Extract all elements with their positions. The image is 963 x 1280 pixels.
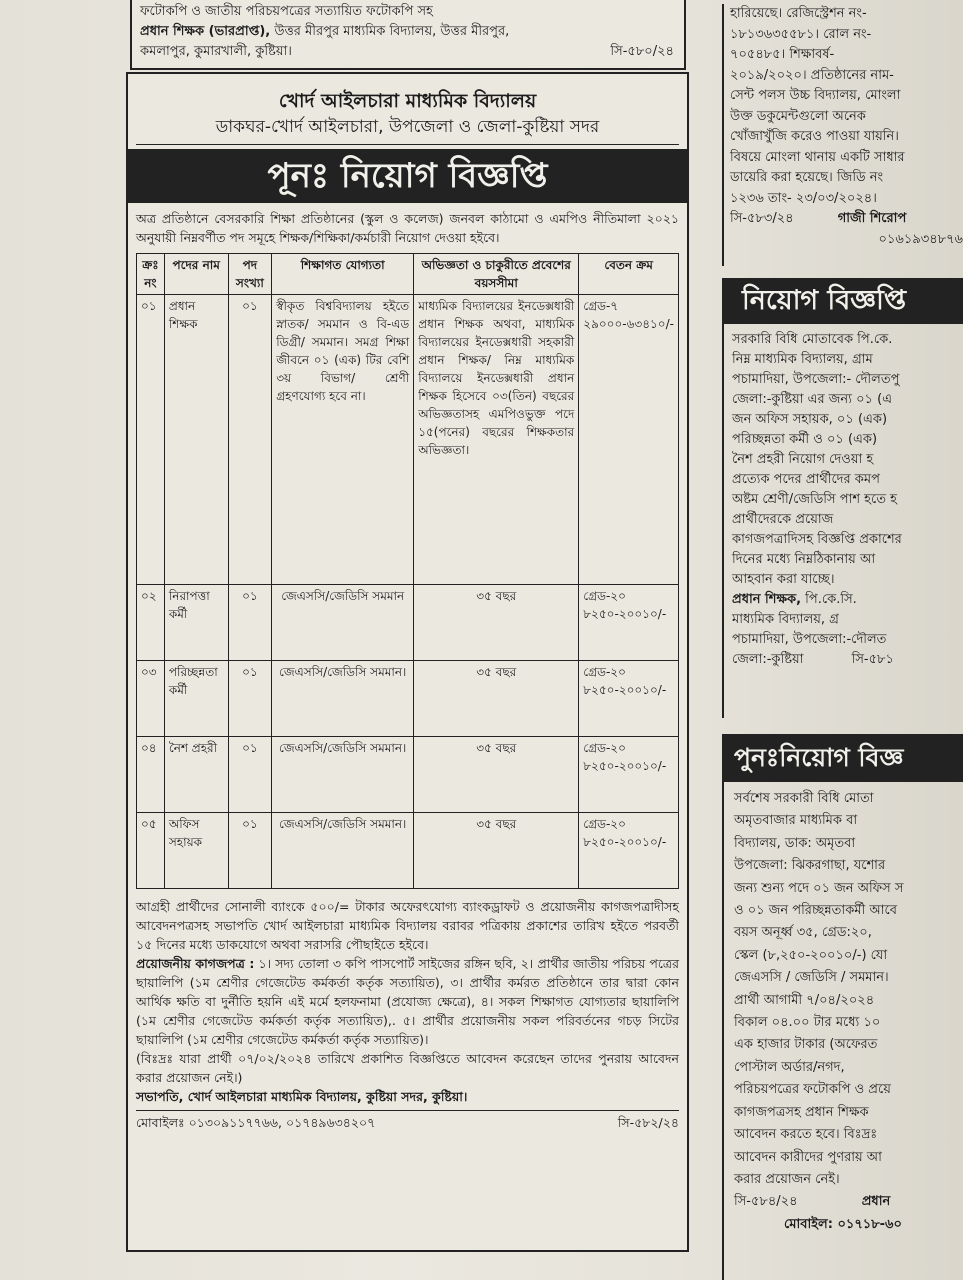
right-bottom-line: স্কেল (৮,২৫০-২০০১০/-) যো: [734, 947, 888, 963]
header-serial: ক্রঃ নং: [137, 254, 165, 295]
cell-qualification: জেএসসি/জেডিসি সমমান।: [272, 813, 414, 889]
right-mid-line: পরিচ্ছন্নতা কর্মী ও ০১ (এক): [732, 432, 878, 447]
right-bottom-line: প্রার্থী আগামী ৭/০৪/২০২৪: [734, 992, 875, 1008]
right-bottom-line: কাগজপত্রসহ প্রধান শিক্ষক: [734, 1104, 869, 1120]
right-mid-body: [724, 330, 963, 670]
posts-table: [136, 253, 679, 889]
right-mid-line: দিনের মধ্যে নিম্নঠিকানায় আ: [732, 552, 876, 567]
ad-mobile: মোবাইলঃ ০১৩০৯১১৭৭৬৬, ০১৭৪৯৬৩৪২০৭: [136, 1115, 376, 1130]
right-top-name: গাজী শিরোপ: [837, 211, 907, 226]
right-bottom-line: বিদ্যালয়, ডাক: অমৃতবা: [734, 835, 856, 851]
right-mid-line: নিম্ন মাধ্যমিক বিদ্যালয়, গ্রাম: [732, 352, 873, 367]
cell-experience: ৩৫ বছর: [414, 737, 579, 813]
right-top-phone: ০১৬১৯৩৪৮৭৬: [878, 231, 963, 247]
right-top-line: ৭০৫৪৮৫। শিক্ষাবর্ষ-: [730, 47, 835, 62]
table-row: [137, 295, 679, 585]
cell-experience: ৩৫ বছর: [414, 661, 579, 737]
cell-grade: গ্রেড-৭ ২৯০০০-৬৩৪১০/-: [579, 295, 679, 585]
cell-count: ০১: [228, 585, 272, 661]
documents-label: প্রয়োজনীয় কাগজপত্র :: [136, 956, 255, 971]
cell-post: নিরাপত্তা কর্মী: [164, 585, 228, 661]
cell-grade: গ্রেড-২০ ৮২৫০-২০০১০/-: [579, 661, 679, 737]
cell-serial: ০৫: [137, 813, 165, 889]
documents-text: ১। সদ্য তোলা ৩ কপি পাসপোর্ট সাইজের রঙ্গিন ছবি, ২। প্রার্থীর জাতীয় পরিচয় পত্রের ছায়ালিপি (১ম শ্রেণীর গেজেটেড কর্মকর্তা কর্তৃক সত্যায়িত), ৩। প্রার্থীর কর্মরত প্রতিষ্ঠানে তার দ্বারা কোন আর্থিক ক্ষতি বা দুর্নীতি হয়নি এই মর্মে হলফনামা (প্রযোজ্য ক্ষেত্রে), ৪। সকল শিক্ষাগত যোগ্যতার ছায়ালিপি (১ম শ্রেণীর গেজেটেড কর্মকর্তা কর্তৃক সত্যায়িত),. ৫। প্রার্থীর প্রয়োজনীয় সকল পরিবর্তনের গচড় সিটের ছায়ালিপি (১ম শ্রেণীর গেজেটেড কর্মকর্তা কর্তৃক সত্যায়িত)।: [136, 956, 679, 1047]
right-mid-title: নিয়োগ বিজ্ঞপ্তি: [724, 278, 963, 324]
right-mid-clip: [722, 278, 963, 718]
table-row: [137, 813, 679, 889]
ad-footer: [136, 1110, 679, 1132]
top-left-line1: ফটোকপি ও জাতীয় পরিচয়পত্রের সত্যায়িত ফটোকপি সহ: [140, 4, 433, 19]
header-count: পদ সংখ্যা: [228, 254, 272, 295]
right-bottom-clip: [722, 734, 963, 1280]
right-mid-line: অষ্টম শ্রেণী/জেডিসি পাশ হতে হ: [732, 492, 897, 507]
right-bottom-line: সর্বশেষ সরকারী বিধি মোতা: [734, 791, 874, 806]
right-mid-footer: [732, 650, 963, 670]
top-left-line2-rest: উত্তর মীরপুর মাধ্যমিক বিদ্যালয়, উত্তর মীরপুর,: [274, 24, 510, 39]
table-row: [137, 737, 679, 813]
ad-title: পূনঃ নিয়োগ বিজ্ঞপ্তি: [128, 149, 687, 203]
right-bottom-line: অমৃতবাজার মাধ্যমিক বা: [734, 813, 858, 829]
right-top-line: খোঁজাখুঁজি করেও পাওয়া যায়নি।: [730, 129, 899, 144]
table-row: [137, 661, 679, 737]
cell-post: নৈশ প্রহরী: [164, 737, 228, 813]
right-mid-line: কাগজপত্রাদিসহ বিজ্ঞপ্তি প্রকাশের: [732, 532, 902, 547]
right-mid-line: পচামাদিয়া, উপজেলা:- দৌলতপু: [732, 372, 900, 387]
top-left-line2: [140, 22, 676, 42]
right-bottom-line: এক হাজার টাকার (অফেরত: [734, 1037, 878, 1053]
right-bottom-mobile: মোবাইল: ০১৭১৮-৬০: [784, 1216, 902, 1232]
right-bottom-sign: প্রধান: [861, 1194, 891, 1210]
ad-intro: অত্র প্রতিষ্ঠানে বেসরকারি শিক্ষা প্রতিষ্ঠানের (স্কুল ও কলেজ) জনবল কাঠামো ও এমপিও নীতিমালা ২০২১ অনুযায়ী নিম্নবর্ণীত পদ সমূহে শিক্ষক/শিক্ষিকা/কর্মচারী নিয়োগ দেওয়া হইবে।: [136, 211, 679, 245]
right-mid-line: আহবান করা যাচ্ছে।: [732, 572, 835, 587]
right-top-footer: [730, 209, 963, 230]
right-mid-line: প্রত্যেক পদের প্রার্থীদের কমপ: [732, 472, 880, 487]
right-mid-sign-line: পচামাদিয়া, উপজেলা:-দৌলত: [732, 632, 887, 647]
top-left-clip: [130, 0, 686, 70]
right-mid-sign: [732, 590, 963, 610]
right-bottom-line: বিকাল ০৪.০০ টার মধ্যে ১০: [734, 1015, 881, 1031]
cell-serial: ০৩: [137, 661, 165, 737]
right-bottom-line: বয়স অনূর্ধ্ব ৩৫, গ্রেড:২০,: [734, 925, 872, 941]
right-top-line: ২০১৯/২০২০। প্রতিষ্ঠানের নাম-: [730, 67, 894, 83]
cell-serial: ০২: [137, 585, 165, 661]
right-mid-line: প্রার্থীদেরকে প্রয়োজ: [732, 512, 834, 527]
right-mid-sign-label: প্রধান শিক্ষক,: [732, 592, 802, 607]
cell-experience: ৩৫ বছর: [414, 813, 579, 889]
right-bottom-line: আবেদন করতে হবে। বিঃদ্রঃ: [734, 1127, 878, 1143]
right-bottom-line: করার প্রয়োজন নেই।: [734, 1171, 840, 1187]
cell-qualification: জেএসসি/জেডিসি সমমান: [272, 585, 414, 661]
ad-documents: [136, 954, 679, 1049]
right-bottom-line: পরিচয়পত্রের ফটোকপি ও প্রয়ে: [734, 1082, 891, 1098]
right-mid-line: সরকারি বিধি মোতাবেক পি.কে.: [732, 332, 893, 347]
right-bottom-body: [724, 788, 963, 1236]
right-mid-line: নৈশ প্রহরী নিয়োগ দেওয়া হ: [732, 452, 874, 467]
ad-note: (বিঃদ্রঃ যারা প্রার্থী ০৭/০২/২০২৪ তারিখে প্রকাশিত বিজ্ঞপ্তিতে আবেদন করেছেন তাদের পুনরায় আবেদন করার প্রয়োজন নেই।): [136, 1051, 679, 1085]
right-mid-district: জেলা:-কুষ্টিয়া: [732, 652, 804, 667]
cell-qualification: জেএসসি/জেডিসি সমমান।: [272, 661, 414, 737]
right-top-line: ১৮১৩৬৩৫৫৮১। রোল নং-: [730, 26, 872, 42]
header-experience: অভিজ্ঞতা ও চাকুরীতে প্রবেশের বয়সসীমা: [414, 254, 579, 295]
right-top-clip: [722, 4, 963, 266]
ad-body-text: আগ্রহী প্রার্থীদের সোনালী ব্যাংকে ৫০০/= টাকার অফেরৎযোগ্য ব্যাংকড্রাফট ও প্রয়োজনীয় কাগজপত্রাদীসহ আবেদনপত্রসহ সভাপতি খোর্দ আইলচারা মাধ্যমিক বিদ্যালয় বরাবর পত্রিকায় প্রকাশের তারিখ হইতে পরবর্তী ১৫ দিনের মধ্যে ডাকযোগে অথবা সরাসরি পৌছাইতে হইবে।: [136, 899, 679, 952]
top-left-line3: কমলাপুর, কুমারখালী, কুষ্টিয়া।: [140, 44, 292, 59]
school-name: খোর্দ আইলচারা মাধ্যমিক বিদ্যালয়: [278, 90, 537, 112]
right-bottom-line: উপজেলা: ঝিকরগাছা, যশোর: [734, 858, 886, 874]
cell-experience: ৩৫ বছর: [414, 585, 579, 661]
right-bottom-title: পুনঃনিয়োগ বিজ্ঞ: [724, 734, 963, 782]
cell-post: পরিচ্ছন্নতা কর্মী: [164, 661, 228, 737]
right-mid-code: সি-৫৮১: [851, 652, 894, 667]
header-grade: বেতন ক্রম: [579, 254, 679, 295]
right-bottom-code: সি-৫৮৪/২৪: [734, 1194, 798, 1210]
cell-grade: গ্রেড-২০ ৮২৫০-২০০১০/-: [579, 813, 679, 889]
right-top-line: ১২৩৬ তাং- ২৩/০৩/২০২৪।: [730, 190, 877, 206]
right-top-code: সি-৫৮৩/২৪: [730, 211, 794, 226]
right-mid-line: জেলা:-কুষ্টিয়া এর জন্য ০১ (এ: [732, 392, 893, 407]
cell-post: অফিস সহায়ক: [164, 813, 228, 889]
cell-qualification: স্বীকৃত বিশ্ববিদ্যালয় হইতে স্নাতক/ সমমান ও বি-এড ডিগ্রী/ সমমান। সমগ্র শিক্ষা জীবনে ০১ (এক) টির বেশি ৩য় বিভাগ/ শ্রেণী গ্রহণযোগ্য হবে না।: [272, 295, 414, 585]
header-post: পদের নাম: [164, 254, 228, 295]
right-top-line: হারিয়েছে। রেজিস্ট্রেশন নং-: [730, 6, 867, 21]
cell-serial: ০১: [137, 295, 165, 585]
main-ad: [126, 72, 689, 1252]
header-qualification: শিক্ষাগত যোগ্যতা: [272, 254, 414, 295]
cell-grade: গ্রেড-২০ ৮২৫০-২০০১০/-: [579, 737, 679, 813]
ad-signature: সভাপতি, খোর্দ আইলচারা মাধ্যমিক বিদ্যালয়, কুষ্টিয়া সদর, কুষ্টিয়া।: [136, 1089, 468, 1104]
right-bottom-footer: [734, 1191, 963, 1213]
school-address: ডাকঘর-খোর্দ আইলচারা, উপজেলা ও জেলা-কুষ্টিয়া সদর: [136, 114, 679, 145]
cell-experience: মাধ্যমিক বিদ্যালয়ের ইনডেক্সধারী প্রধান শিক্ষক অথবা, মাধ্যমিক বিদ্যালয়ের ইনডেক্সধারী সহকারী প্রধান শিক্ষক/ নিম্ন মাধ্যমিক বিদ্যালয়ে ইনডেক্সধারী প্রধান শিক্ষক হিসেবে ০৩(তিন) বছরের অভিজ্ঞতাসহ এমপিওভুক্ত পদে ১৫(পনের) বছরের শিক্ষকতার অভিজ্ঞতা।: [414, 295, 579, 585]
right-top-line: ডায়েরি করা হয়েছে। জিডি নং: [730, 170, 884, 185]
cell-qualification: জেএসসি/জেডিসি সমমান।: [272, 737, 414, 813]
right-bottom-line: পোস্টাল অর্ডার/নগদ,: [734, 1059, 845, 1075]
right-bottom-line: ও ০১ জন পরিচ্ছন্নতাকর্মী আবে: [734, 903, 897, 919]
table-header-row: [137, 254, 679, 295]
top-left-line2-label: প্রধান শিক্ষক (ভারপ্রাপ্ত),: [140, 24, 271, 39]
top-left-code: সি-৫৮০/২৪: [610, 44, 674, 59]
cell-count: ০১: [228, 661, 272, 737]
right-bottom-line: জেএসসি / জেডিসি / সমমান।: [734, 970, 889, 986]
cell-count: ০১: [228, 737, 272, 813]
right-bottom-line: জন্য শুন্য পদে ০১ জন অফিস স: [734, 880, 904, 896]
right-mid-sign-line: মাধ্যমিক বিদ্যালয়, গ্র: [732, 612, 839, 627]
right-top-line: বিষয়ে মোংলা থানায় একটি সাধার: [730, 149, 905, 165]
right-top-line: উক্ত ডকুমেন্টগুলো অনেক: [730, 108, 866, 124]
right-bottom-line: আবেদন কারীদের পুণরায় আ: [734, 1149, 882, 1165]
right-top-line: সেন্ট পলস উচ্চ বিদ্যালয়, মোংলা: [730, 88, 901, 103]
right-mid-sign-rest: পি.কে.সি.: [805, 592, 857, 607]
right-mid-line: জন অফিস সহায়ক, ০১ (এক): [732, 412, 888, 427]
cell-post: প্রধান শিক্ষক: [164, 295, 228, 585]
table-row: [137, 585, 679, 661]
cell-grade: গ্রেড-২০ ৮২৫০-২০০১০/-: [579, 585, 679, 661]
cell-count: ০১: [228, 813, 272, 889]
ad-code: সি-৫৮২/২৪: [617, 1115, 679, 1130]
cell-serial: ০৪: [137, 737, 165, 813]
cell-count: ০১: [228, 295, 272, 585]
